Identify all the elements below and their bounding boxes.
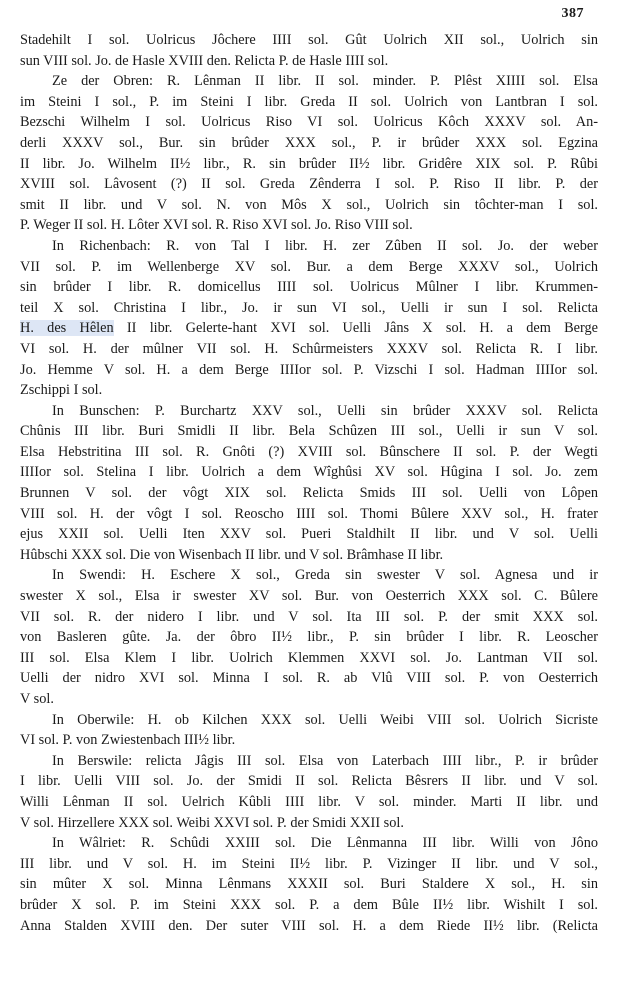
text-line: Hûbschi XXX sol. Die von Wisenbach II libr. und V sol. Brâmhase II libr. [20, 546, 444, 563]
text-line: teil X sol. Christina I libr., Jo. ir sun VI sol., Uelli ir sun I sol. Relicta [20, 299, 598, 316]
text-line: In Swendi: H. Eschere X sol., Greda sin swester V sol. Agnesa und ir [52, 567, 598, 584]
text-line: P. Weger II sol. H. Lôter XVI sol. R. Riso XVI sol. Jo. Riso VIII sol. [20, 217, 413, 234]
text-line: ejus XXII sol. Uelli Iten XXV sol. Pueri Staldhilt II libr. und V sol. Uelli [20, 526, 598, 543]
text-line: swester X sol., Elsa ir swester XV sol. Bur. von Oesterrich XXX sol. C. Bûlere [20, 588, 598, 605]
text-line: Elsa Hebstritina III sol. R. Gnôti (?) XVIII sol. Bûnschere II sol. P. der Wegti [20, 443, 598, 460]
text-line: III sol. Elsa Klem I libr. Uolrich Klemmen XXVI sol. Jo. Lantman VII sol. [20, 649, 598, 666]
text-line: VII sol. P. im Wellenberge XV sol. Bur. a dem Berge XXXV sol., Uolrich [20, 258, 598, 275]
text-line: smit II libr. und V sol. N. von Môs X sol., Uolrich sin tôchter-man I sol. [20, 196, 598, 213]
text-body [20, 30, 598, 936]
text-line: XVIII sol. Lâvosent (?) II sol. Greda Zênderra I sol. P. Riso II libr. P. der [20, 176, 598, 193]
text-line: II libr. Jo. Wilhelm II½ libr., R. sin brûder II½ libr. Gridêre XIX sol. P. Rûbi [20, 155, 598, 172]
text-line: von Basleren gûte. Ja. der ôbro II½ libr., P. sin brûder I libr. R. Leoscher [20, 629, 598, 646]
text-line: V sol. [20, 691, 54, 707]
text-line: Anna Stalden XVIII den. Der suter VIII sol. H. a dem Riede II½ libr. (Relicta [20, 917, 598, 934]
text-line: Zschippi I sol. [20, 382, 103, 399]
page-number: 387 [561, 6, 584, 21]
text-line: In Bunschen: P. Burchartz XXV sol., Uelli sin brûder XXXV sol. Relicta [52, 402, 598, 419]
text-line: In Richenbach: R. von Tal I libr. H. zer Zûben II sol. Jo. der weber [52, 237, 598, 254]
text-line: sun VIII sol. Jo. de Hasle XVIII den. Relicta P. de Hasle IIII sol. [20, 52, 389, 69]
text-line: III libr. und V sol. H. im Steini II½ libr. P. Vizinger II libr. und V sol., [20, 855, 598, 872]
text-line: IIIIor sol. Stelina I libr. Uolrich a dem Wîghûsi XV sol. Hûgina I sol. Jo. zem [20, 464, 598, 481]
text-line [20, 318, 598, 339]
text-line: Bezschi Wilhelm I sol. Uolricus Riso VI sol. Uolricus Kôch XXXV sol. An- [20, 114, 598, 131]
text-line: brûder X sol. P. im Steini XXX sol. P. a dem Bûle II½ libr. Wishilt I sol. [20, 896, 598, 913]
text-line: Chûnis III libr. Buri Smidli II libr. Bela Schûzen III sol., Uelli ir sun V sol. [20, 423, 598, 440]
text-line: Stadehilt I sol. Uolricus Jôchere IIII sol. Gût Uolrich XII sol., Uolrich sin [20, 32, 598, 48]
text-line-rest: II libr. Gelerte-hant XVI sol. Uelli Jâns X sol. H. a dem Berge [113, 320, 598, 337]
text-line: VIII sol. H. der vôgt I sol. Reoscho IIII sol. Thomi Bûlere XXV sol., H. frater [20, 505, 598, 522]
text-line: sin mûter X sol. Minna Lênmans XXXII sol. Buri Staldere X sol., H. sin [20, 876, 598, 893]
text-line: In Oberwile: H. ob Kilchen XXX sol. Uelli Weibi VIII sol. Uolrich Sicriste [52, 711, 598, 728]
text-line: VII sol. R. der nidero I libr. und V sol. Ita III sol. P. der smit XXX sol. [20, 608, 598, 625]
text-line: Ze der Obren: R. Lênman II libr. II sol. minder. P. Plêst XIIII sol. Elsa [52, 73, 598, 90]
text-line: derli XXXV sol., Bur. sin brûder XXX sol., P. ir brûder XXX sol. Egzina [20, 134, 598, 151]
text-line: VI sol. P. von Zwiestenbach III½ libr. [20, 732, 236, 749]
text-line: VI sol. H. der mûlner VII sol. H. Schûrmeisters XXXV sol. Relicta R. I libr. [20, 340, 598, 357]
text-line: Willi Lênman II sol. Uelrich Kûbli IIII libr. V sol. minder. Marti II libr. und [20, 793, 598, 810]
text-line: In Berswile: relicta Jâgis III sol. Elsa von Laterbach IIII libr., P. ir brûder [52, 752, 598, 769]
text-line: sin brûder I libr. R. domicellus IIII sol. Uolricus Mûlner I libr. Krummen- [20, 279, 598, 296]
highlighted-text: H. des Hêlen [20, 320, 114, 337]
text-line: Uelli der nidro XVI sol. Minna I sol. R. ab Vlû VIII sol. P. von Oesterrich [20, 670, 598, 687]
text-line: Brunnen V sol. der vôgt XIX sol. Relicta Smids III sol. Uelli von Lôpen [20, 485, 598, 502]
text-line: im Steini I sol., P. im Steini I libr. Greda II sol. Uolrich von Lantbran I sol. [20, 93, 598, 110]
text-line: Jo. Hemme V sol. H. a dem Berge IIIIor sol. P. Vizschi I sol. Hadman IIIIor sol. [20, 361, 598, 378]
text-line: I libr. Uelli VIII sol. Jo. der Smidi II sol. Relicta Bêsrers II libr. und V sol. [20, 773, 598, 790]
text-line: In Wâlriet: R. Schûdi XXIII sol. Die Lênmanna III libr. Willi von Jôno [52, 835, 598, 852]
text-line: V sol. Hirzellere XXX sol. Weibi XXVI sol. P. der Smidi XXII sol. [20, 814, 404, 831]
